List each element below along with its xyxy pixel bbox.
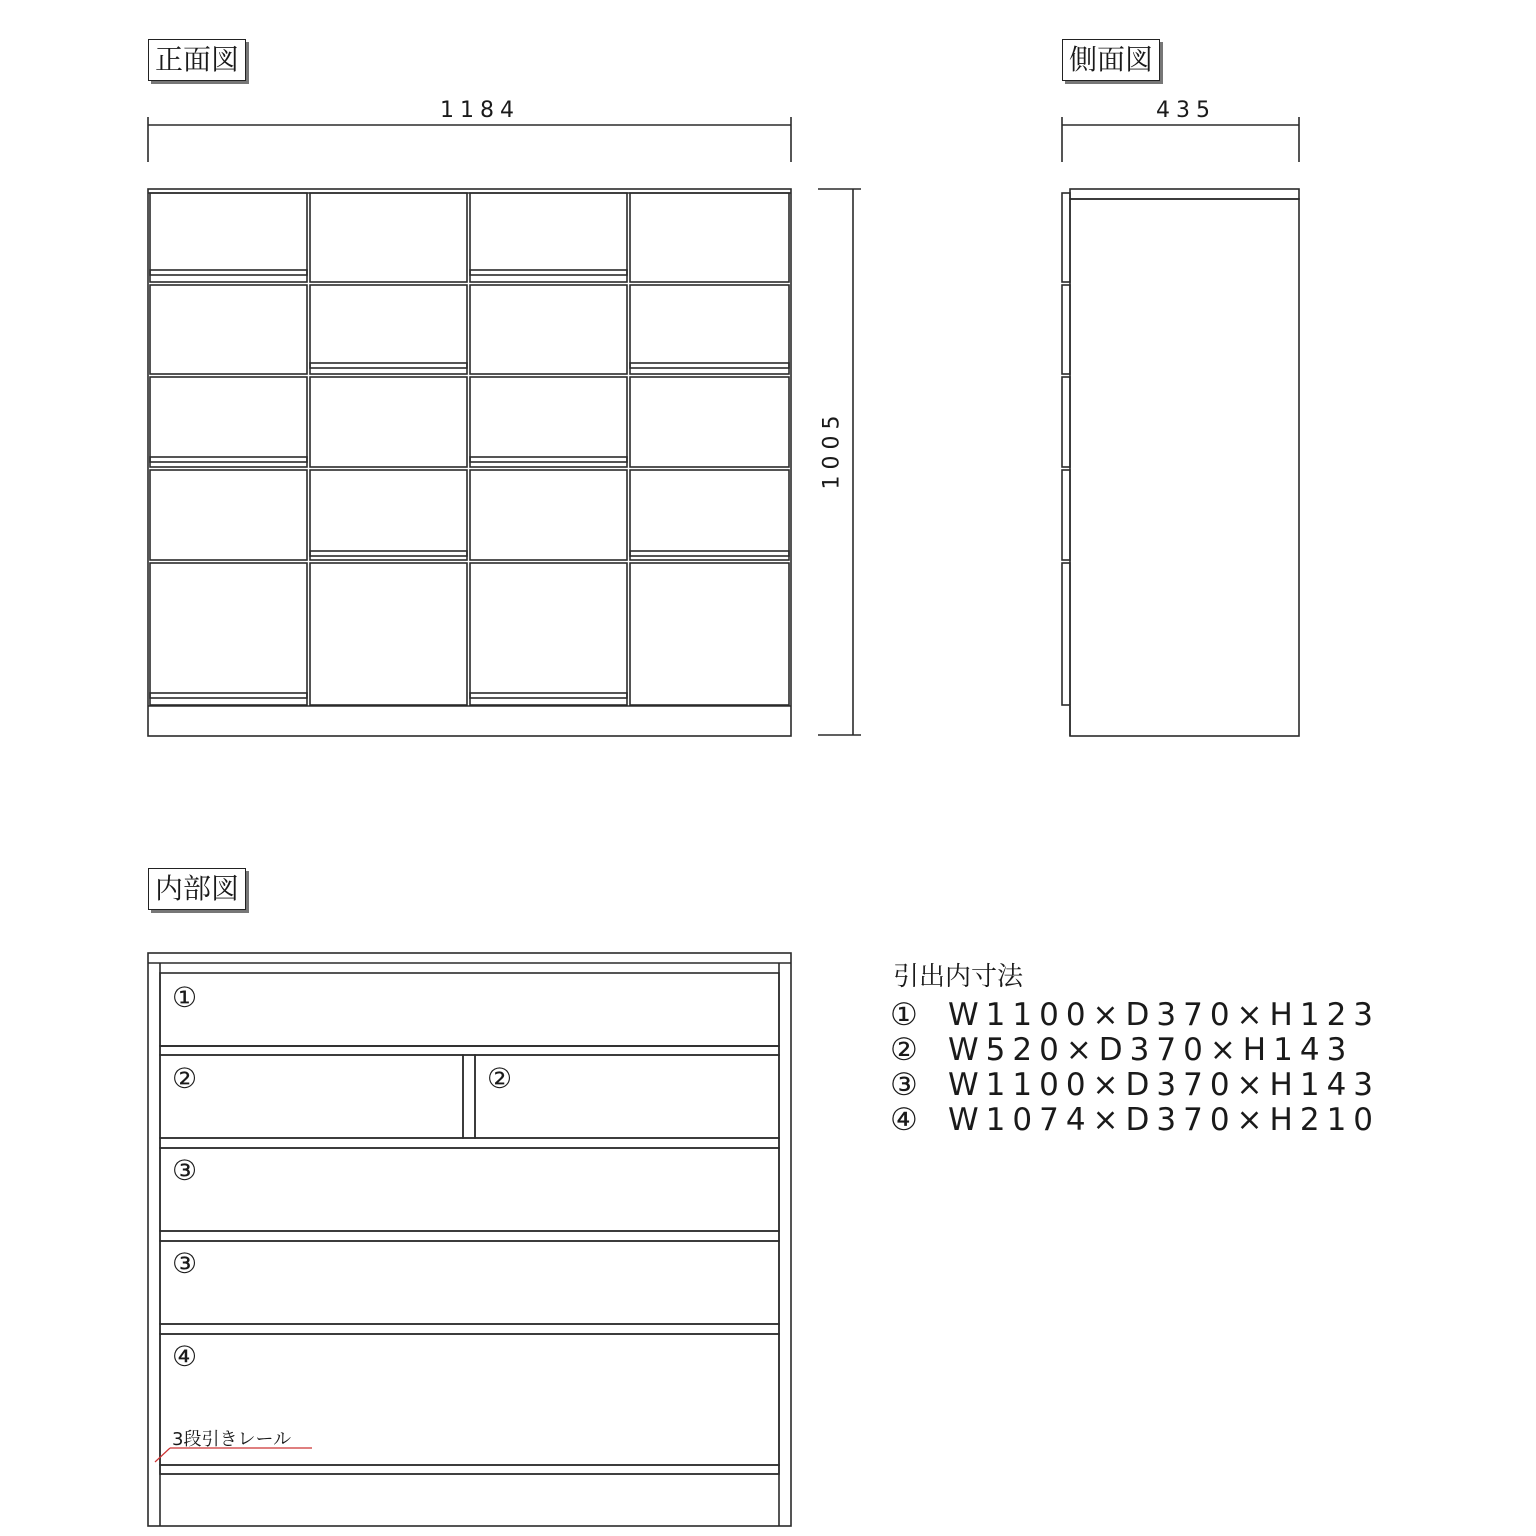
compartment-marker: ③ (172, 1154, 198, 1187)
drawer-front (150, 193, 307, 282)
front-width-dimension-line (148, 117, 791, 162)
drawer-front (150, 285, 307, 374)
drawer-front (310, 285, 467, 374)
rail-note-leader (155, 1448, 170, 1462)
drawer-front (310, 193, 467, 282)
drawer-front (310, 563, 467, 705)
dimension-marker: ④ (890, 1102, 918, 1138)
front-height-label: 1005 (819, 409, 845, 490)
interior-view-title: 内部図 (148, 868, 246, 910)
compartment-2-left (160, 1055, 463, 1138)
drawer-front (630, 193, 789, 282)
drawer-front (630, 563, 789, 705)
dimension-marker: ② (890, 1032, 918, 1068)
handle-slot (630, 363, 789, 368)
front-view-title: 正面図 (148, 39, 246, 81)
handle-slot (470, 457, 627, 462)
dimension-marker: ① (890, 997, 918, 1033)
drawer-front (310, 470, 467, 560)
divider (463, 1055, 475, 1138)
compartment-3b (160, 1241, 779, 1324)
dimension-text: W520×D370×H143 (948, 1032, 1354, 1068)
drawer-dimension-item (890, 1103, 1380, 1138)
side-top-board (1070, 189, 1299, 199)
dimension-text: W1100×D370×H123 (948, 997, 1381, 1033)
drawer-dimension-item (890, 998, 1380, 1033)
handle-slot (470, 693, 627, 698)
handle-slot (150, 693, 307, 698)
compartment-marker: ① (172, 981, 198, 1014)
drawer-front (630, 285, 789, 374)
dimension-text: W1074×D370×H210 (948, 1102, 1381, 1138)
compartment-2-right (475, 1055, 779, 1138)
drawer-front (470, 563, 627, 705)
handle-slot (310, 551, 467, 556)
front-width-label: 1184 (440, 98, 520, 123)
handle-slot (630, 551, 789, 556)
drawer-front (470, 193, 627, 282)
side-depth-dimension-line (1062, 117, 1299, 162)
drawer-front (470, 285, 627, 374)
compartment-marker: ② (487, 1062, 513, 1095)
drawer-dimension-item (890, 1068, 1380, 1103)
side-body (1070, 199, 1299, 736)
front-view-drawing (148, 117, 861, 736)
compartment-marker: ③ (172, 1247, 198, 1280)
drawer-front (150, 377, 307, 467)
side-view-title: 側面図 (1062, 39, 1160, 81)
compartment-3a (160, 1148, 779, 1231)
drawer-front (470, 470, 627, 560)
side-view-drawing (1062, 117, 1299, 736)
compartment-marker: ④ (172, 1340, 198, 1373)
side-drawer-fronts (1062, 193, 1070, 736)
handle-slot (150, 457, 307, 462)
handle-slot (150, 270, 307, 275)
front-drawer-grid (150, 193, 789, 705)
drawer-dimension-item (890, 1033, 1380, 1068)
drawer-front (630, 470, 789, 560)
drawer-front (150, 563, 307, 705)
drawer-front (150, 470, 307, 560)
dimension-text: W1100×D370×H143 (948, 1067, 1381, 1103)
drawer-dimensions-list (890, 998, 1380, 1138)
drawer-front (310, 377, 467, 467)
drawer-dimensions-title: 引出内寸法 (893, 962, 1024, 992)
compartment-1 (160, 973, 779, 1046)
dimension-marker: ③ (890, 1067, 918, 1103)
handle-slot (470, 270, 627, 275)
handle-slot (310, 363, 467, 368)
rail-note: 3段引きレール (172, 1429, 292, 1450)
drawer-front (630, 377, 789, 467)
side-depth-label: 435 (1156, 98, 1216, 123)
drawer-front (470, 377, 627, 467)
compartment-marker: ② (172, 1062, 198, 1095)
